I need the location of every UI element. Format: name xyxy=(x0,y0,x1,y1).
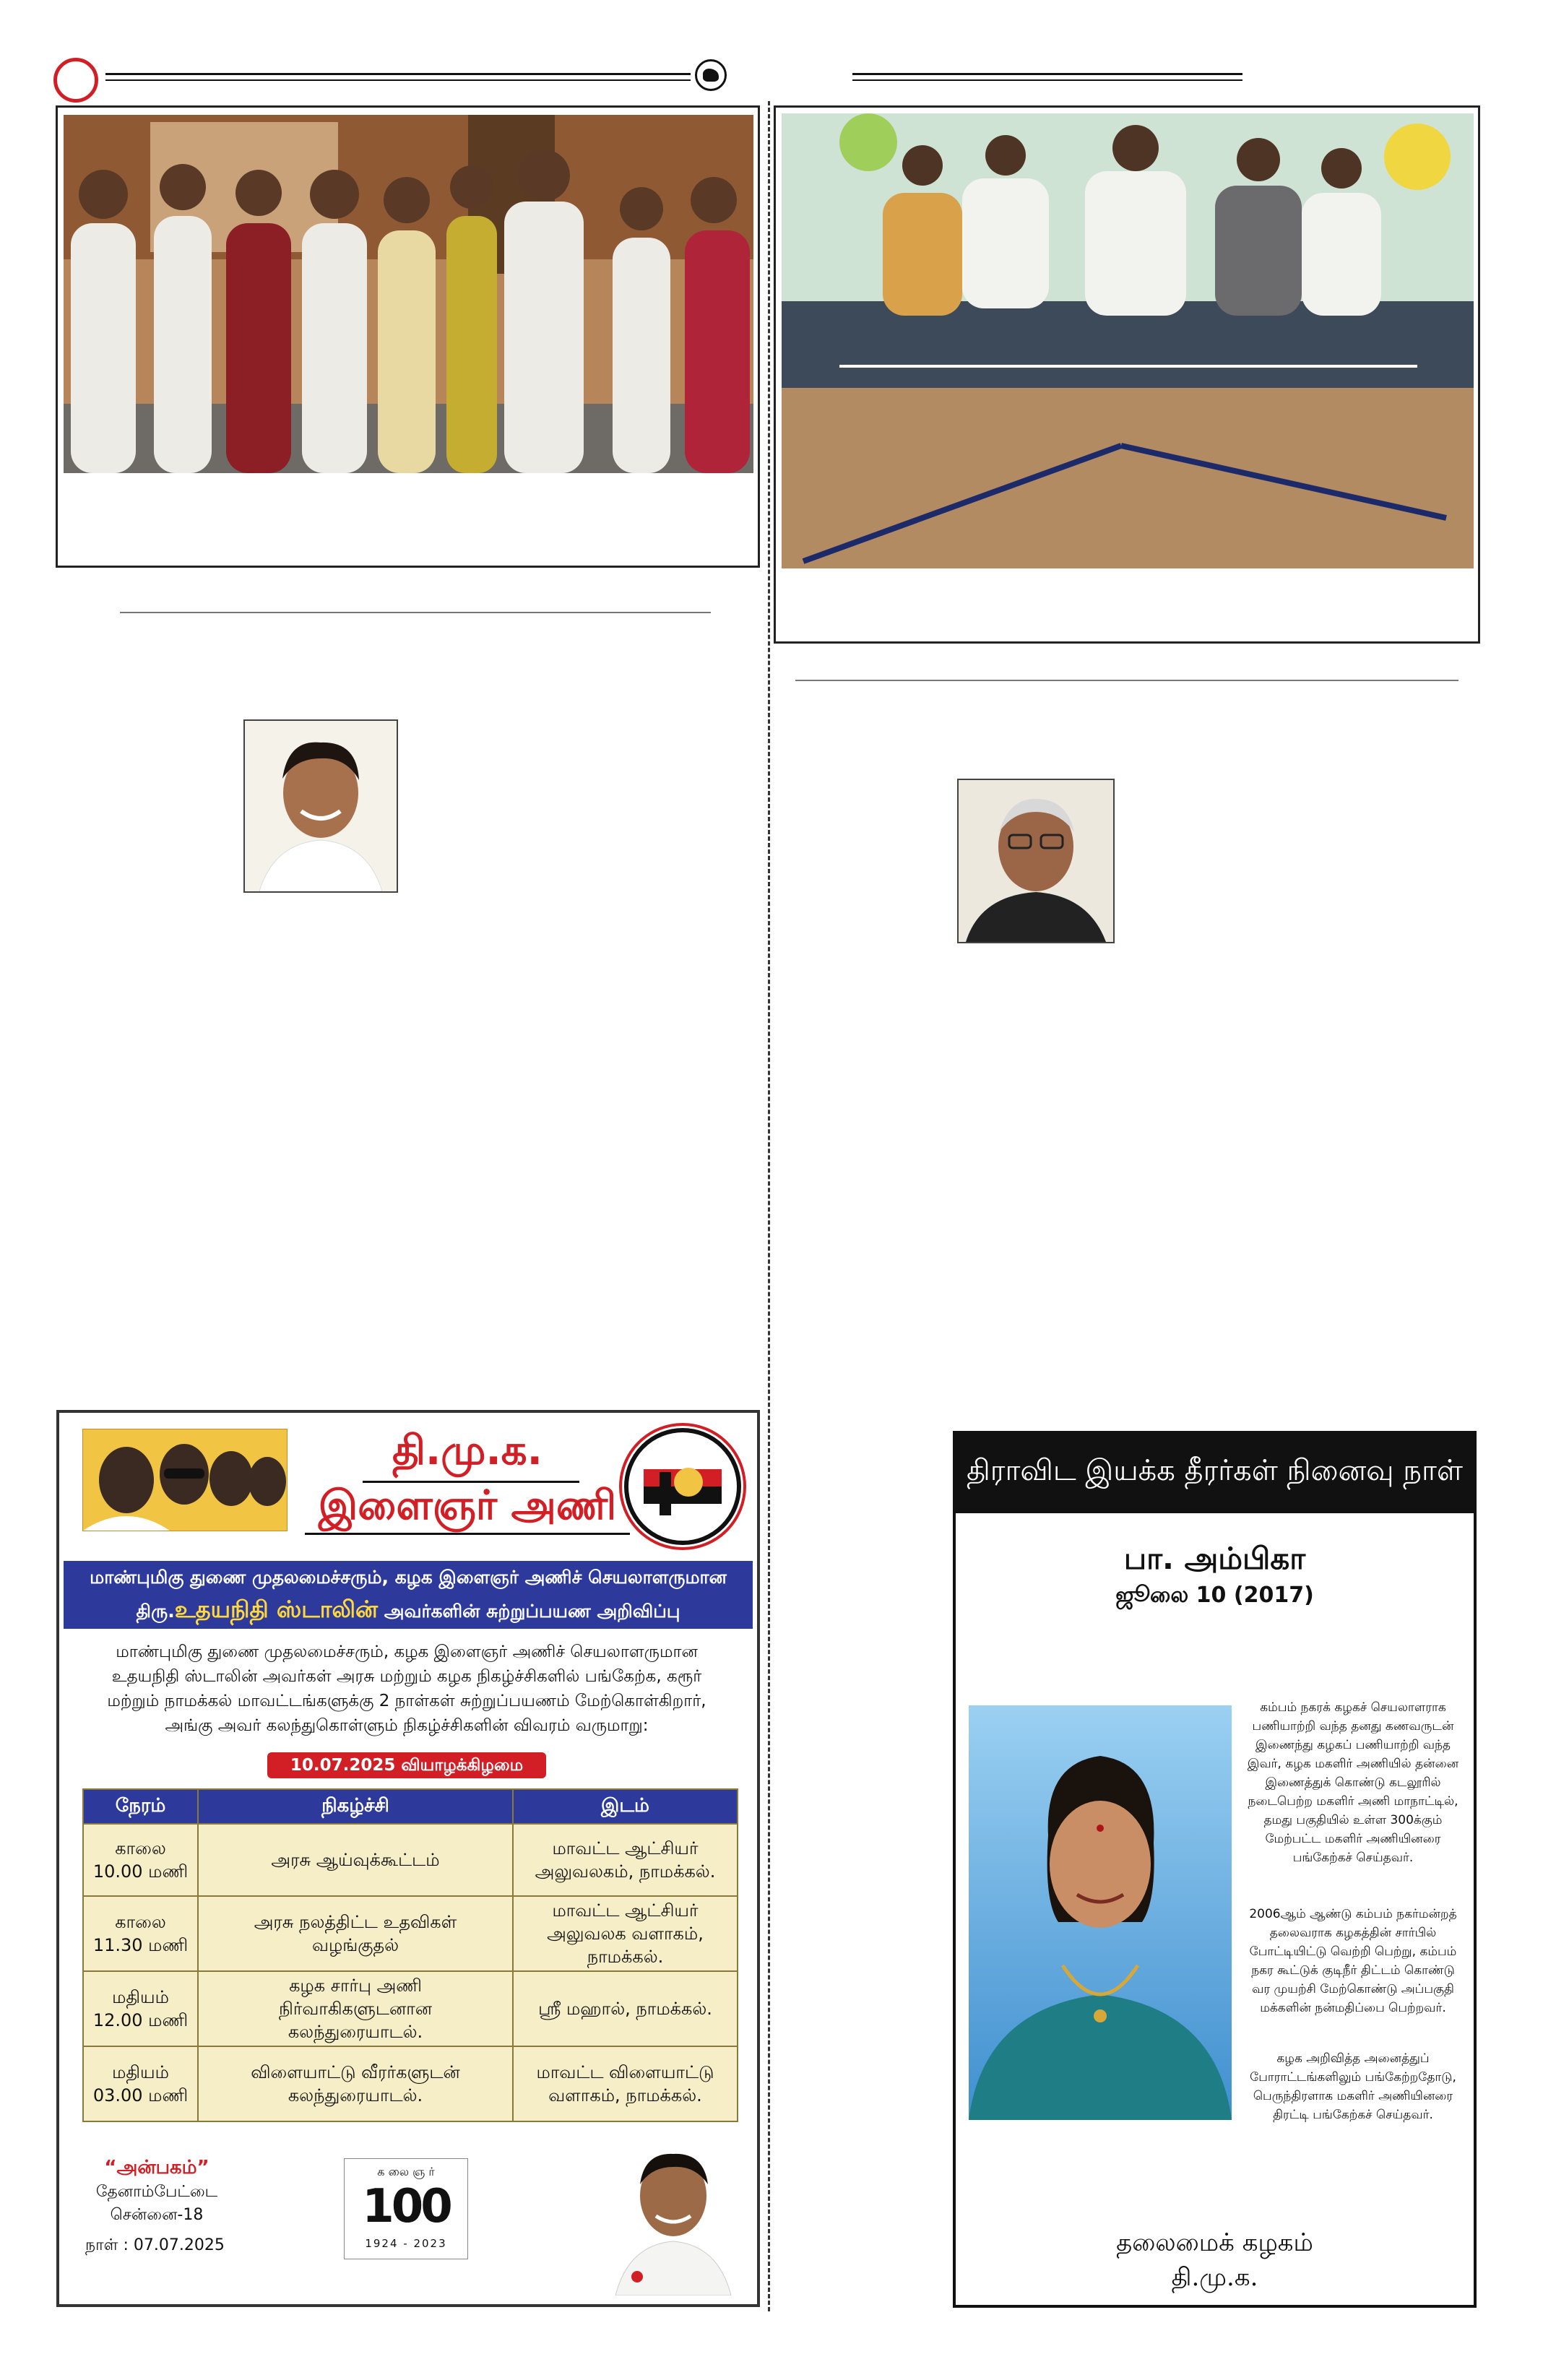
youth-wing-tour-ad xyxy=(56,1410,760,2307)
col-event-header: நிகழ்ச்சி xyxy=(198,1789,513,1824)
ad-wing-title: இளைஞர் அணி xyxy=(318,1482,617,1529)
memorial-person-name: பா. அம்பிகா xyxy=(1123,1541,1306,1576)
centenary-years: 1924 - 2023 xyxy=(365,2237,447,2250)
elderly-man-portrait xyxy=(959,780,1113,942)
ad-footer-area: தேனாம்பேட்டை xyxy=(95,2183,218,2201)
row-place: ஸ்ரீ மஹால், நாமக்கல். xyxy=(513,1971,738,2046)
header-rule-left xyxy=(105,73,691,75)
header-rule-right xyxy=(852,73,1242,75)
row-event: விளையாட்டு வீரர்களுடன் கலந்துரையாடல். xyxy=(198,2046,513,2121)
youth-wing-emblem-icon xyxy=(622,1426,743,1547)
memorial-para-3: கழக அறிவித்த அனைத்துப் போராட்டங்களிலும் பங்கேற்றதோடு, பெருந்திரளாக மகளிர் அணியினரை திரட்டி பங்கேற்கச் செய்தவர். xyxy=(1250,2051,1456,2122)
indoor-court-illustration xyxy=(782,113,1474,568)
centenary-number: 100 xyxy=(362,2180,450,2233)
woman-portrait-illustration xyxy=(969,1705,1232,2120)
party-emblem-icon xyxy=(695,59,727,91)
tour-banner-honorific: திரு. xyxy=(136,1601,175,1622)
section-rule-left xyxy=(120,612,711,613)
ad-date-badge: 10.07.2025 வியாழக்கிழமை xyxy=(267,1752,546,1778)
column-divider xyxy=(768,101,770,2311)
kalaignar-centenary-logo xyxy=(344,2158,468,2259)
memorial-header-text: திராவிட இயக்க தீரர்கள் நினைவு நாள் xyxy=(967,1454,1463,1487)
tour-banner-suffix: அவர்களின் சுற்றுப்பயண அறிவிப்பு xyxy=(384,1601,680,1622)
memorial-para-2: 2006ஆம் ஆண்டு கம்பம் நகர்மன்றத் தலைவராக கழகத்தின் சார்பில் போட்டியிட்டு வெற்றி பெற்று, கம்பம் நகர கூட்டுக் குடிநீர் திட்டம் கொண்டு வர முயற்சி மேற்கொண்டு அப்பகுதி மக்களின் நன்மதிப்பை பெற்றவர். xyxy=(1249,1907,1457,2015)
time-period: மதியம் xyxy=(112,1987,169,2007)
tour-banner-line1: மாண்புமிகு துணை முதலமைச்சரும், கழக இளைஞர் அணிச் செயலாளருமான xyxy=(90,1567,727,1588)
youth-wing-logo xyxy=(619,1423,746,1550)
row-event: கழக சார்பு அணி நிர்வாகிகளுடனான கலந்துரையாடல். xyxy=(198,1971,513,2046)
leaders-strip-illustration xyxy=(83,1429,287,1531)
tour-banner-line2 xyxy=(64,1596,753,1626)
tour-banner xyxy=(64,1561,753,1629)
centenary-top-text: க லை ஞ ர் xyxy=(377,2165,435,2178)
time-clock: 11.30 மணி xyxy=(92,1935,189,1955)
table-row xyxy=(83,1896,738,1971)
tour-banner-name: உதயநிதி ஸ்டாலின் xyxy=(174,1596,379,1623)
ad-footer-date: நாள் : 07.07.2025 xyxy=(85,2236,225,2254)
ad-wing-underline xyxy=(305,1533,630,1535)
col-place-header: இடம் xyxy=(513,1789,738,1824)
row-time xyxy=(83,2046,198,2121)
time-period: காலை xyxy=(115,1838,166,1858)
schedule-header-row xyxy=(83,1789,738,1824)
row-time xyxy=(83,1824,198,1896)
row-event: அரசு ஆய்வுக்கூட்டம் xyxy=(198,1824,513,1896)
ad-intro-text: மாண்புமிகு துணை முதலமைச்சரும், கழக இளைஞர் அணிச் செயலாளருமான உதயநிதி ஸ்டாலின் அவர்கள் அரசு மற்றும் கழக நிகழ்ச்சிகளில் பங்கேற்க, கரூர் மற்றும் நாமக்கல் மாவட்டங்களுக்கு 2 நாள்கள் சுற்றுப்பயணம் மேற்கொள்கிறார், அங்கு அவர் கலந்துகொள்ளும் நிகழ்ச்சிகளின் விவரம் வருமாறு: xyxy=(107,1643,706,1735)
group-handover-illustration xyxy=(64,115,753,473)
time-clock: 10.00 மணி xyxy=(92,1861,189,1882)
memorial-para-1: கம்பம் நகரக் கழகச் செயலாளராக பணியாற்றி வந்த தனது கணவருடன் இணைந்து கழகப் பணியாற்றி வந்த இவர், கழக மகளிர் அணியில் தன்னை இணைத்துக் கொண்டு கடலூரில் நடைபெற்ற மகளிர் அணி மாநாட்டில், தமது பகுதியில் உள்ள 300க்கும் மேற்பட்ட மகளிர் அணியினரை பங்கேற்கச் செய்தவர். xyxy=(1247,1700,1459,1865)
header-rule-right-2 xyxy=(852,79,1242,81)
header-rule-left-2 xyxy=(105,79,691,81)
memorial-sign-1: தலைமைக் கழகம் xyxy=(1116,2228,1313,2257)
table-row xyxy=(83,1824,738,1896)
row-place: மாவட்ட விளையாட்டு வளாகம், நாமக்கல். xyxy=(513,2046,738,2121)
time-period: காலை xyxy=(115,1912,166,1932)
ad-footer-city: சென்னை-18 xyxy=(110,2206,204,2224)
section-rule-right xyxy=(795,680,1458,681)
time-clock: 03.00 மணி xyxy=(92,2085,189,2106)
portrait-left xyxy=(243,719,398,893)
group-handover-photo xyxy=(64,115,753,473)
memorial-date: ஜூலை 10 (2017) xyxy=(1115,1583,1314,1608)
table-row xyxy=(83,1971,738,2046)
time-period: மதியம் xyxy=(112,2062,169,2082)
ad-party-title: தி.மு.க. xyxy=(392,1427,543,1474)
row-place: மாவட்ட ஆட்சியர் அலுவலக வளாகம், நாமக்கல். xyxy=(513,1896,738,1971)
udhayanidhi-portrait-illustration xyxy=(608,2137,738,2295)
memorial-header xyxy=(956,1434,1474,1513)
col-time-header: நேரம் xyxy=(83,1789,198,1824)
leaders-strip xyxy=(82,1429,288,1531)
udhayanidhi-portrait xyxy=(608,2137,738,2295)
indoor-court-inauguration-photo xyxy=(782,113,1474,568)
portrait-right xyxy=(957,779,1115,943)
page-marker-circle xyxy=(53,58,98,103)
time-clock: 12.00 மணி xyxy=(92,2010,189,2030)
row-event: அரசு நலத்திட்ட உதவிகள் வழங்குதல் xyxy=(198,1896,513,1971)
memorial-notice xyxy=(953,1431,1477,2308)
smiling-man-portrait xyxy=(245,721,397,891)
schedule-table xyxy=(82,1788,738,2122)
photo-box-right xyxy=(774,105,1480,644)
row-time xyxy=(83,1896,198,1971)
row-place: மாவட்ட ஆட்சியர் அலுவலகம், நாமக்கல். xyxy=(513,1824,738,1896)
row-time xyxy=(83,1971,198,2046)
photo-box-left xyxy=(56,105,760,568)
ad-footer-name: “அன்பகம்” xyxy=(104,2157,209,2178)
table-row xyxy=(83,2046,738,2121)
memorial-sign-2: தி.மு.க. xyxy=(1171,2263,1258,2292)
memorial-portrait xyxy=(969,1705,1232,2120)
